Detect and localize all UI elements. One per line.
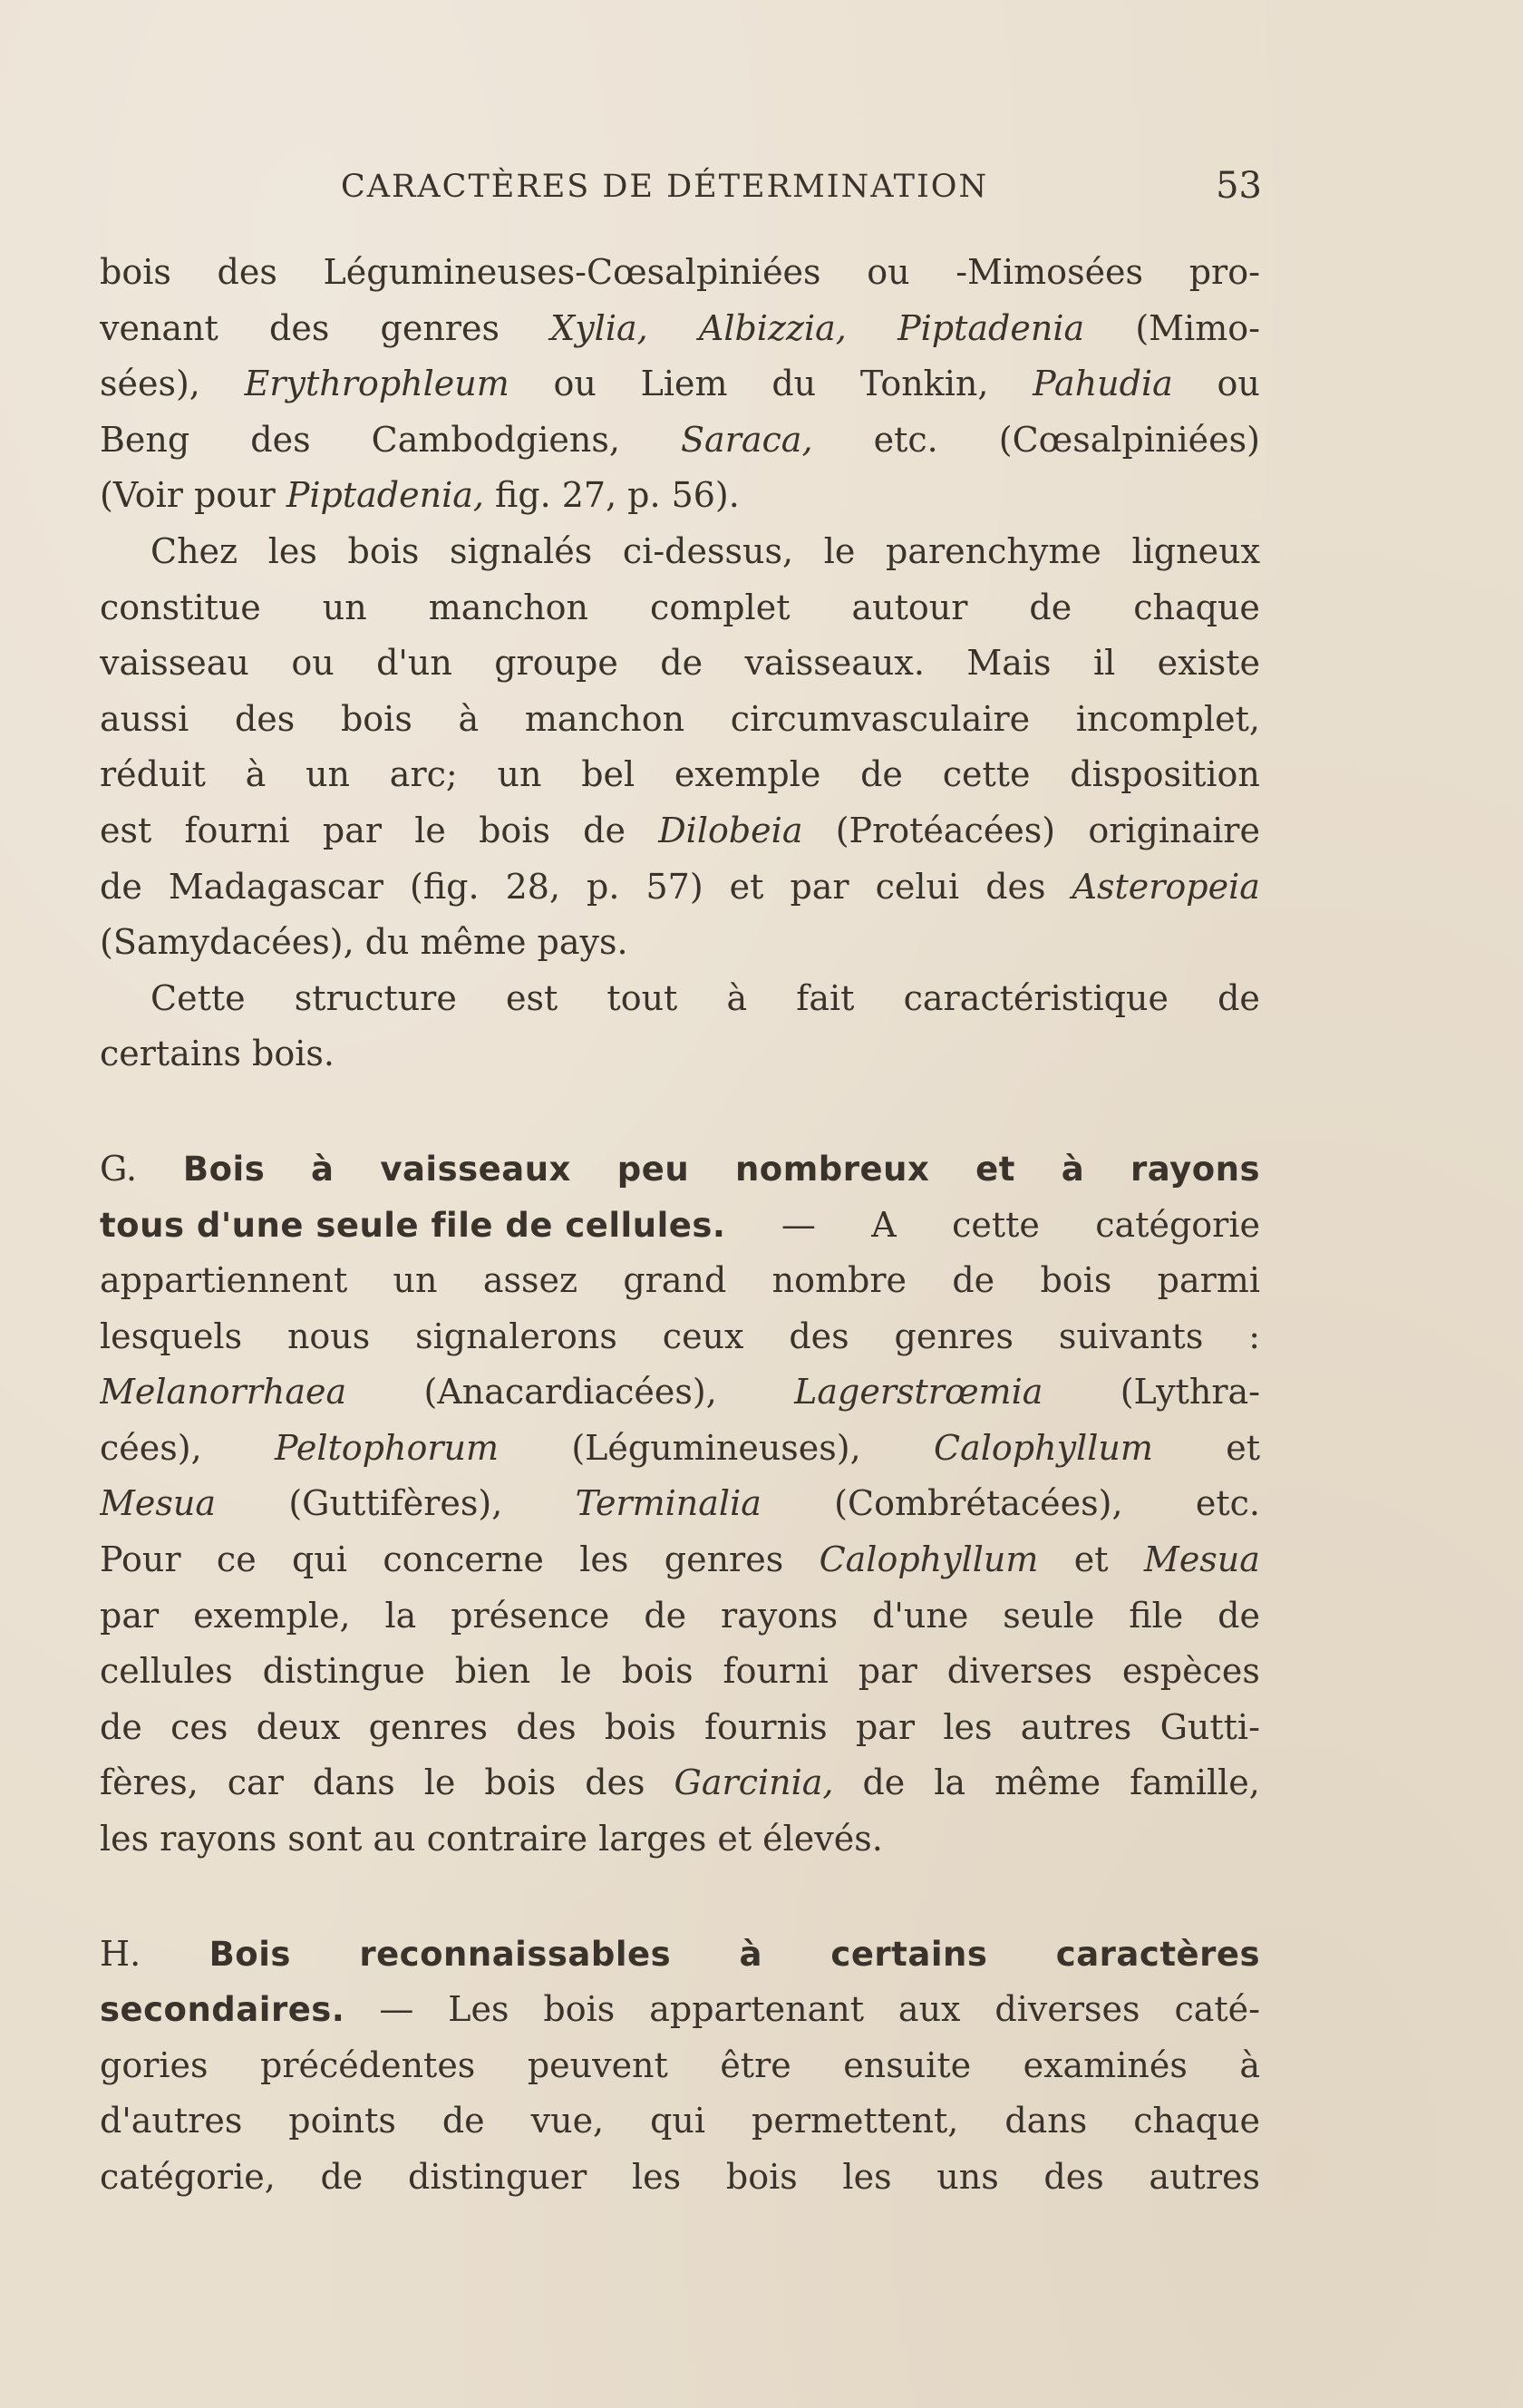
section-g-heading-end: tous d'une seule file de cellules. xyxy=(100,1205,726,1245)
section-h-line-2: secondaires. — Les bois appartenant aux diverses caté- xyxy=(100,1982,1260,2038)
section-g-line-12: fères, car dans le bois des Garcinia, de la même famille, xyxy=(100,1762,1260,1803)
body-text xyxy=(100,245,1260,2206)
section-g-line-8: Pour ce qui concerne les genres Calophyllum et Mesua xyxy=(100,1539,1260,1580)
p1-line-5: (Voir pour Piptadenia, fig. 27, p. 56). xyxy=(100,475,740,516)
section-h-letter: H. xyxy=(100,1933,141,1974)
section-g-line-5: Melanorrhaea (Anacardiacées), Lagerstrœmia (Lythra- xyxy=(100,1372,1260,1413)
p2-line-5: réduit à un arc; un bel exemple de cette disposition xyxy=(100,754,1260,795)
section-g-line-1: G. Bois à vaisseaux peu nombreux et à rayons xyxy=(100,1141,1260,1198)
p2-line-1: Chez les bois signalés ci-dessus, le parenchyme ligneux xyxy=(150,530,1260,571)
section-g-line-3: appartiennent un assez grand nombre de bois parmi xyxy=(100,1260,1260,1301)
page-header xyxy=(100,165,1262,210)
page-number: 53 xyxy=(1216,165,1262,207)
section-g-line-6: cées), Peltophorum (Légumineuses), Calophyllum et xyxy=(100,1427,1260,1468)
section-g-line-2: tous d'une seule file de cellules. — A cette catégorie xyxy=(100,1198,1260,1254)
section-h-line-1: H. Bois reconnaissables à certains caractères xyxy=(100,1927,1260,1983)
p2-line-4: aussi des bois à manchon circumvasculaire incomplet, xyxy=(100,698,1260,739)
section-g-line-9: par exemple, la présence de rayons d'une seule file de xyxy=(100,1595,1260,1636)
p3-line-1: Cette structure est tout à fait caractéristique de xyxy=(150,977,1260,1018)
section-g-line-4: lesquels nous signalerons ceux des genres suivants : xyxy=(100,1316,1260,1356)
section-gap xyxy=(100,1083,1260,1141)
section-gap xyxy=(100,1868,1260,1927)
section-g-line-11: de ces deux genres des bois fournis par les autres Gutti- xyxy=(100,1706,1260,1747)
running-title: CARACTÈRES DE DÉTERMINATION xyxy=(341,169,989,205)
p1-line-4: Beng des Cambodgiens, Saraca, etc. (Cœsalpiniées) xyxy=(100,419,1260,460)
section-h-line-3: gories précédentes peuvent être ensuite examinés à xyxy=(100,2044,1260,2085)
p1-line-3: sées), Erythrophleum ou Liem du Tonkin, Pahudia ou xyxy=(100,364,1260,404)
p2-line-2: constitue un manchon complet autour de chaque xyxy=(100,587,1260,627)
p1-line-1: bois des Légumineuses-Cœsalpiniées ou -Mimosées pro- xyxy=(100,252,1260,292)
section-h-line-4: d'autres points de vue, qui permettent, dans chaque xyxy=(100,2101,1260,2141)
section-g-line-13: les rayons sont au contraire larges et élevés. xyxy=(100,1819,883,1859)
section-h-line-5: catégorie, de distinguer les bois les uns des autres xyxy=(100,2157,1260,2197)
section-g-line-7: Mesua (Guttifères), Terminalia (Combrétacées), etc. xyxy=(100,1483,1260,1524)
p2-line-7: de Madagascar (fig. 28, p. 57) et par celui des Asteropeia xyxy=(100,866,1260,907)
section-g-letter: G. xyxy=(100,1148,138,1189)
section-g-line-10: cellules distingue bien le bois fourni par diverses espèces xyxy=(100,1651,1260,1692)
p2-line-8: (Samydacées), du même pays. xyxy=(100,922,628,963)
section-h-heading-end: secondaires. xyxy=(100,1990,345,2030)
p2-line-3: vaisseau ou d'un groupe de vaisseaux. Mais il existe xyxy=(100,643,1260,684)
p1-line-2: venant des genres Xylia, Albizzia, Piptadenia (Mimo- xyxy=(100,307,1260,348)
p2-line-6: est fourni par le bois de Dilobeia (Protéacées) originaire xyxy=(100,810,1260,850)
p3-line-2: certains bois. xyxy=(100,1034,335,1074)
